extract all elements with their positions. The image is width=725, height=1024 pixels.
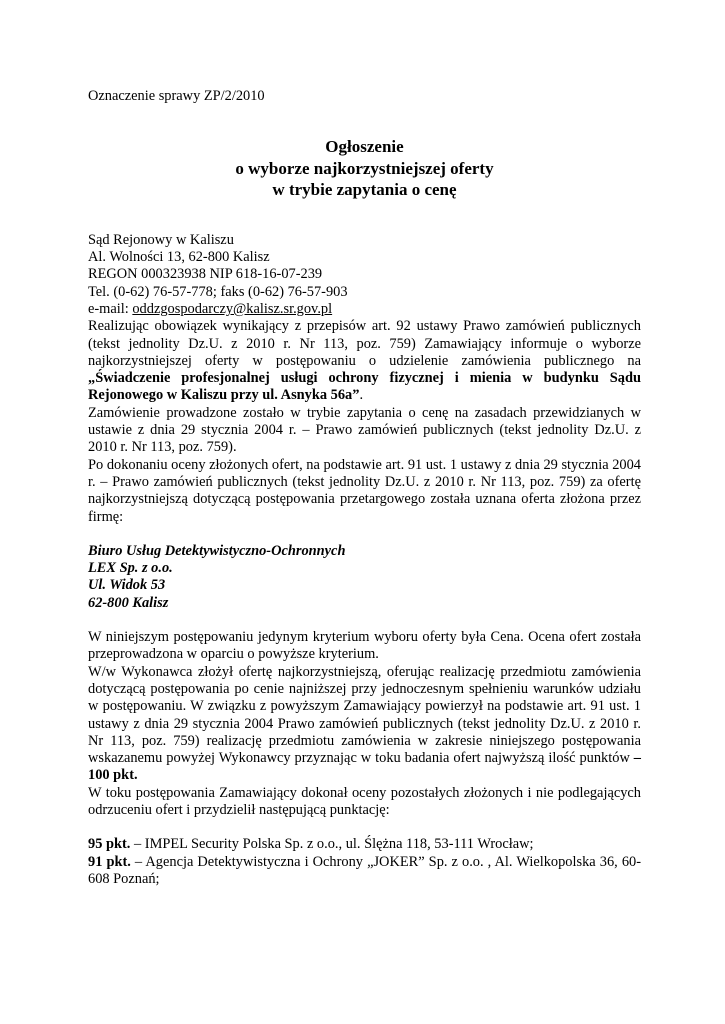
winner-company: LEX Sp. z o.o.	[88, 560, 173, 577]
paragraph-intro-text: Realizując obowiązek wynikający z przepisów art. 92 ustawy Prawo zamówień publicznych (tekst jednolity Dz.U. z 2010 r. Nr 113, poz. 759) Zamawiający informuje o wyborze najkorzystniejszej oferty w postępowaniu o udzielenie zamówienia publicznego na	[88, 318, 641, 369]
award-body: W/w Wykonawca złożył ofertę najkorzystniejszą, oferując realizację przedmiotu zamówienia dotyczącą postępowania po cenie najniższej przy jednoczesnym spełnieniu warunków udziału w postępowaniu. W związku z powyższym Zamawiający powierzył na podstawie art. 91 ust. 1 ustawy z dnia 29 stycznia 2004 Prawo zamówień publicznych (tekst jednolity Dz.U. z 2010 r. Nr 113, poz. 759) realizację przedmiotu zamówienia w zakresie niniejszego postępowania wskazanemu powyżej Wykonawcy przyznając w toku badania ofert najwyższą ilość punktów	[88, 663, 641, 767]
score-text: – Agencja Detektywistyczna i Ochrony „JOKER” Sp. z o.o. , Al. Wielkopolska 36, 60-608 Poznań;	[88, 853, 641, 887]
award-text	[88, 664, 641, 785]
title-line-1: Ogłoszenie	[325, 137, 404, 157]
document-page	[88, 88, 641, 888]
scores-list	[88, 836, 641, 888]
winner-street: Ul. Widok 53	[88, 577, 166, 594]
paragraph-evaluation: Po dokonaniu oceny złożonych ofert, na podstawie art. 91 ust. 1 ustawy z dnia 29 stycznia 2004 r. – Prawo zamówień publicznych (tekst jednolity Dz.U. z 2010 r. Nr 113, poz. 759) za ofertę najkorzystniejszą dotyczącą postępowania przetargowego została uznana oferta złożona przez firmę:	[88, 456, 641, 525]
score-text: – IMPEL Security Polska Sp. z o.o., ul. Ślężna 118, 53-111 Wrocław;	[130, 836, 534, 853]
organization-name: Sąd Rejonowy w Kaliszu	[88, 231, 234, 248]
organization-email-line	[88, 301, 641, 318]
other-offers-text: W toku postępowania Zamawiający dokonał oceny pozostałych złożonych i nie podlegających odrzuceniu ofert i przydzielił następującą punktację:	[88, 784, 641, 818]
paragraph-procedure: Zamówienie prowadzone zostało w trybie zapytania o cenę na zasadach przewidzianych w ustawie z dnia 29 stycznia 2004 r. – Prawo zamówień publicznych (tekst jednolity Dz.U. z 2010 r. Nr 113, poz. 759).	[88, 404, 641, 456]
criteria-text: W niniejszym postępowaniu jedynym kryterium wyboru oferty była Cena. Ocena ofert została przeprowadzona w oparciu o powyższe kryterium.	[88, 629, 641, 663]
paragraph-intro	[88, 318, 641, 404]
organization-address: Al. Wolności 13, 62-800 Kalisz	[88, 249, 270, 266]
score-item	[88, 854, 641, 889]
organization-ids: REGON 000323938 NIP 618-16-07-239	[88, 266, 323, 283]
winner-city: 62-800 Kalisz	[88, 594, 169, 611]
case-reference: Oznaczenie sprawy ZP/2/2010	[88, 88, 265, 104]
organization-phone: Tel. (0-62) 76-57-778; faks (0-62) 76-57-903	[88, 283, 348, 300]
title-line-3: w trybie zapytania o cenę	[272, 180, 457, 200]
score-points: 95 pkt.	[88, 836, 131, 853]
paragraph-criteria	[88, 629, 641, 819]
email-link[interactable]: oddzgospodarczy@kalisz.sr.gov.pl	[132, 300, 333, 317]
organization-block	[88, 232, 641, 318]
award-points: – 100 pkt.	[88, 750, 641, 784]
score-points: 91 pkt.	[88, 853, 131, 870]
contract-subject: „Świadczenie profesjonalnej usługi ochrony fizycznej i mienia w budynku Sądu Rejonowego w Kaliszu przy ul. Asnyka 56a”	[88, 370, 641, 404]
score-item	[88, 836, 641, 853]
winner-name: Biuro Usług Detektywistyczno-Ochronnych	[88, 542, 346, 559]
winner-block	[88, 543, 641, 612]
paragraph-intro-end: .	[359, 387, 364, 404]
email-label: e-mail:	[88, 300, 133, 317]
announcement-title	[88, 136, 641, 201]
title-line-2: o wyborze najkorzystniejszej oferty	[235, 158, 494, 178]
